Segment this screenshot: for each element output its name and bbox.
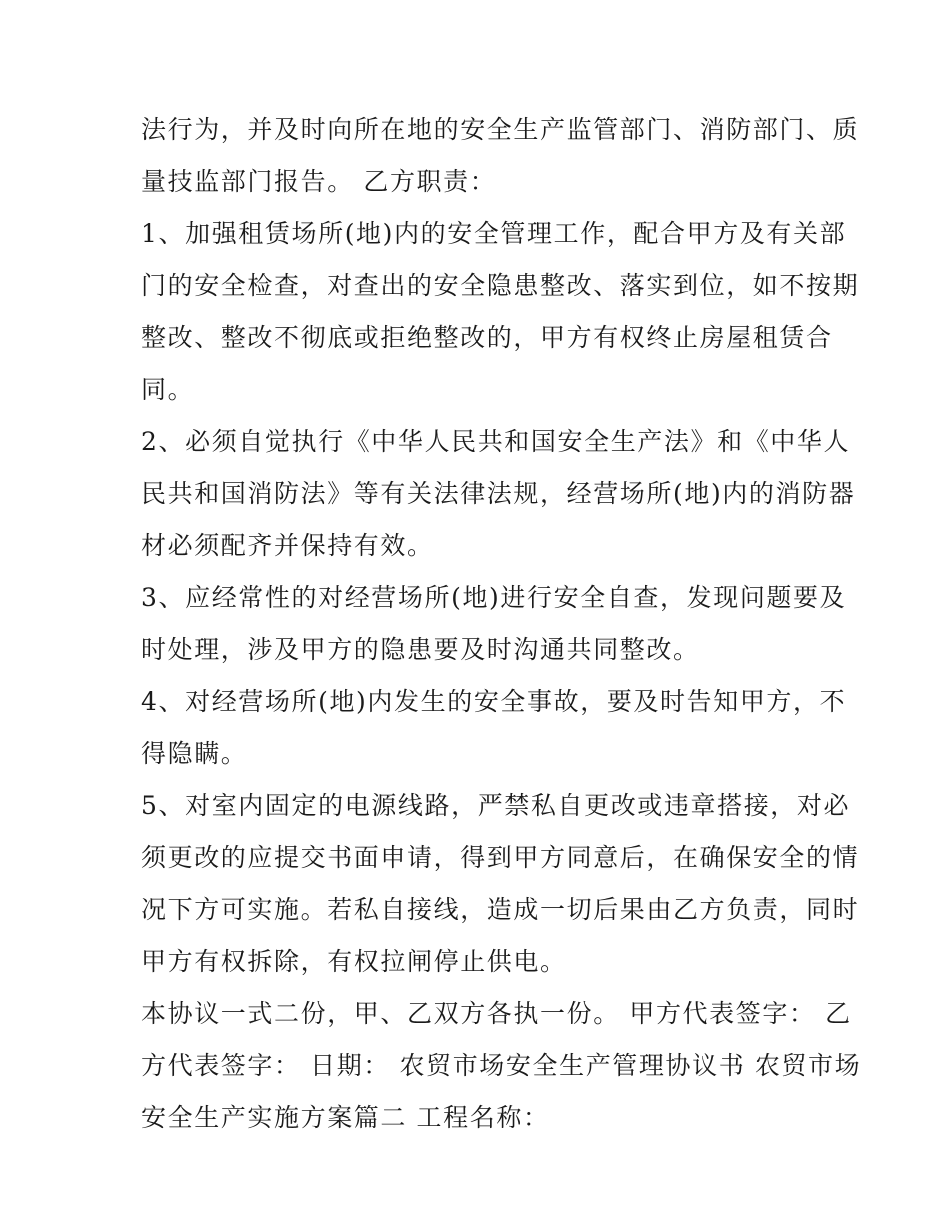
text-line: 时处理，涉及甲方的隐患要及时沟通共同整改。 bbox=[141, 635, 700, 664]
text-line: 5、对室内固定的电源线路，严禁私自更改或违章搭接，对必 bbox=[141, 791, 851, 820]
text-line: 甲方有权拆除，有权拉闸停止供电。 bbox=[141, 947, 567, 976]
text-line: 量技监部门报告。 乙方职责： bbox=[141, 167, 497, 196]
text-line: 2、必须自觉执行《中华人民共和国安全生产法》和《中华人 bbox=[141, 427, 851, 456]
text-line: 法行为，并及时向所在地的安全生产监管部门、消防部门、质 bbox=[141, 115, 860, 144]
text-line: 3、应经常性的对经营场所(地)进行安全自查，发现问题要及 bbox=[141, 583, 847, 612]
text-line: 1、加强租赁场所(地)内的安全管理工作，配合甲方及有关部 bbox=[141, 219, 847, 248]
text-line: 安全生产实施方案篇二 工程名称： bbox=[141, 1103, 550, 1132]
document-body bbox=[141, 104, 862, 1144]
text-line: 方代表签字： 日期： 农贸市场安全生产管理协议书 农贸市场 bbox=[141, 1051, 862, 1080]
text-line: 须更改的应提交书面申请，得到甲方同意后，在确保安全的情 bbox=[141, 843, 860, 872]
text-line: 同。 bbox=[141, 375, 195, 404]
text-line: 4、对经营场所(地)内发生的安全事故，要及时告知甲方，不 bbox=[141, 687, 847, 716]
text-line: 民共和国消防法》等有关法律法规，经营场所(地)内的消防器 bbox=[141, 479, 856, 508]
text-line: 得隐瞒。 bbox=[141, 739, 248, 768]
text-line: 况下方可实施。若私自接线，造成一切后果由乙方负责，同时 bbox=[141, 895, 860, 924]
text-line: 整改、整改不彻底或拒绝整改的，甲方有权终止房屋租赁合 bbox=[141, 323, 833, 352]
text-line: 门的安全检查，对查出的安全隐患整改、落实到位，如不按期 bbox=[141, 271, 860, 300]
text-line: 本协议一式二份，甲、乙双方各执一份。 甲方代表签字： 乙 bbox=[141, 999, 852, 1028]
text-line: 材必须配齐并保持有效。 bbox=[141, 531, 434, 560]
